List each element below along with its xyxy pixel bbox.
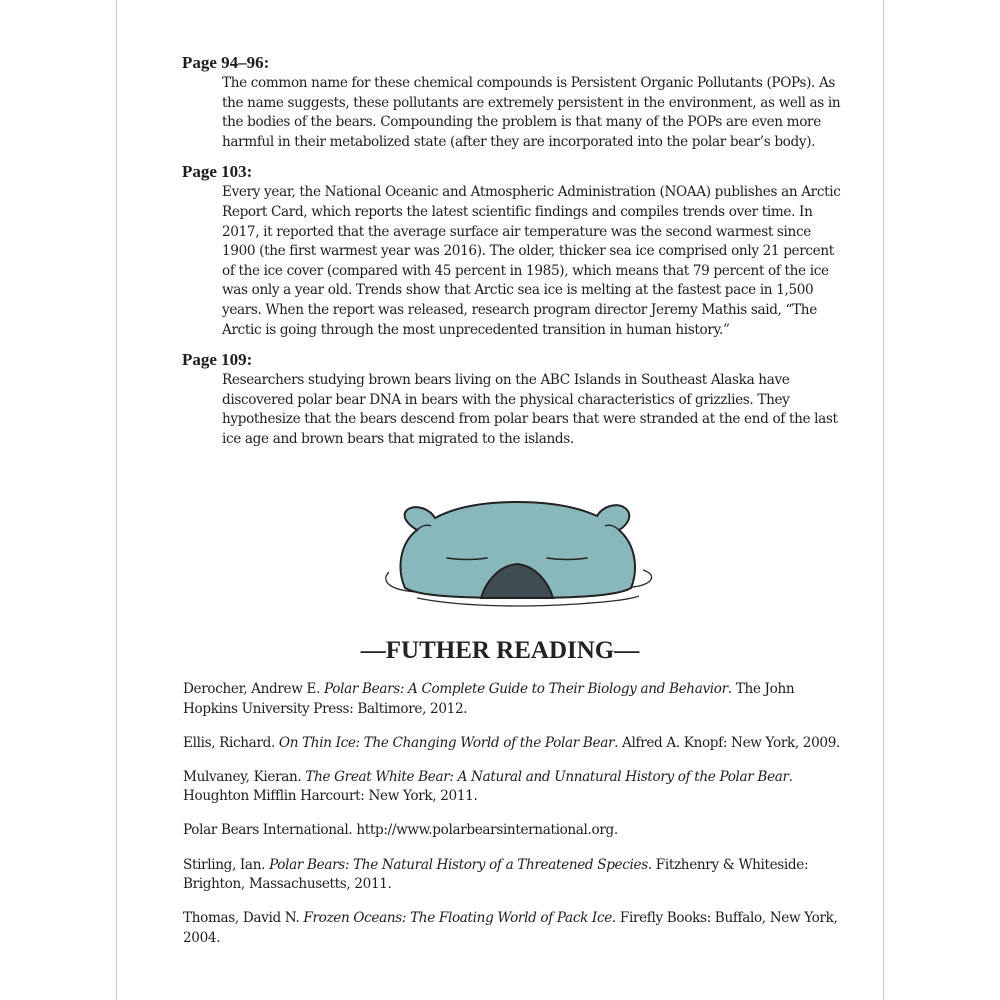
note-heading: Page 94–96: — [182, 53, 270, 72]
reference-item: Thomas, David N. Frozen Oceans: The Floating World of Pack Ice. Firefly Books: Buffalo, New York, 2004. — [183, 910, 838, 946]
note-body: Researchers studying brown bears living on the ABC Islands in Southeast Alaska have discovered polar bear DNA in bears with the physical characteristics of grizzlies. They hypothesize that the bears descend from polar bears that were stranded at the end of the last ice age and brown bears that migrated to the islands. — [222, 372, 838, 447]
note-body: Every year, the National Oceanic and Atmospheric Administration (NOAA) publishes an Arctic Report Card, which reports the latest scientific findings and compiles trends over time. In 2017, it reported that the average surface air temperature was the second warmest since 1900 (the first warmest year was 2016). The older, thicker sea ice comprised only 21 percent of the ice cover (compared with 45 percent in 1985), which means that 79 percent of the ice was only a year old. Trends show that Arctic sea ice is melting at the fastest pace in 1,500 years. When the report was released, research program director Jeremy Mathis said, “The Arctic is going through the most unprecedented transition in human history.” — [222, 184, 841, 338]
reference-author: Mulvaney, Kieran. — [183, 768, 302, 785]
reference-publisher: Houghton Mifflin Harcourt: New York, 2011. — [183, 788, 478, 805]
reference-author: Derocher, Andrew E. — [183, 681, 321, 697]
bear-head — [401, 502, 635, 598]
reference-author: Stirling, Ian. — [183, 856, 266, 873]
book-page — [116, 0, 884, 1000]
note-page-109 — [182, 349, 842, 449]
note-body: The common name for these chemical compounds is Persistent Organic Pollutants (POPs). As the name suggests, these pollutants are extremely persistent in the environment, as well as in the bodies of the bears. Compounding the problem is that many of the POPs are even more harmful in their metabolized state (after they are incorporated into the polar bear’s body). — [222, 75, 841, 150]
reference-item: Mulvaney, Kieran. The Great White Bear: A Natural and Unnatural History of the Polar Bear. Houghton Mifflin Harcourt: New York, 2011. — [183, 768, 793, 805]
polar-bear-head-icon — [377, 500, 657, 620]
reference-item: Derocher, Andrew E. Polar Bears: A Complete Guide to Their Biology and Behavior. The John Hopkins University Press: Baltimore, 2012. — [183, 681, 795, 717]
reference-item — [183, 821, 843, 841]
reference-url: http://www.polarbearsinternational.org. — [356, 822, 618, 839]
reference-item: Ellis, Richard. On Thin Ice: The Changing World of the Polar Bear. Alfred A. Knopf: New York, 2009. — [183, 734, 840, 751]
note-heading: Page 103: — [182, 162, 253, 182]
note-heading: Page 109: — [182, 350, 253, 370]
references-list — [183, 680, 843, 963]
note-page-103 — [182, 161, 842, 340]
reference-item: Stirling, Ian. Polar Bears: The Natural History of a Threatened Species. Fitzhenry & Whiteside: Brighton, Massachusetts, 2011. — [183, 856, 809, 893]
reference-title: Frozen Oceans: The Floating World of Pack Ice — [303, 910, 612, 927]
reference-author: Ellis, Richard. — [183, 734, 275, 751]
reference-title: Polar Bears: A Complete Guide to Their Biology and Behavior — [324, 681, 728, 697]
notes-section — [182, 52, 842, 459]
note-page-94-96 — [182, 52, 842, 152]
reference-title: The Great White Bear: A Natural and Unnatural History of the Polar Bear — [305, 768, 789, 785]
reference-title: Polar Bears: The Natural History of a Threatened Species — [269, 856, 648, 873]
further-reading-heading: —FUTHER READING— — [360, 637, 640, 664]
reference-publisher: Alfred A. Knopf: New York, 2009. — [622, 734, 840, 751]
reference-title: On Thin Ice: The Changing World of the Polar Bear — [278, 734, 615, 751]
reference-publisher: Firefly Books: Buffalo, New York, 2004. — [183, 910, 838, 946]
reference-author: Polar Bears International. — [183, 822, 353, 839]
reference-publisher: Fitzhenry & Whiteside: Brighton, Massachusetts, 2011. — [183, 856, 809, 893]
reference-publisher: The John Hopkins University Press: Baltimore, 2012. — [183, 681, 795, 717]
reference-author: Thomas, David N. — [183, 910, 300, 927]
